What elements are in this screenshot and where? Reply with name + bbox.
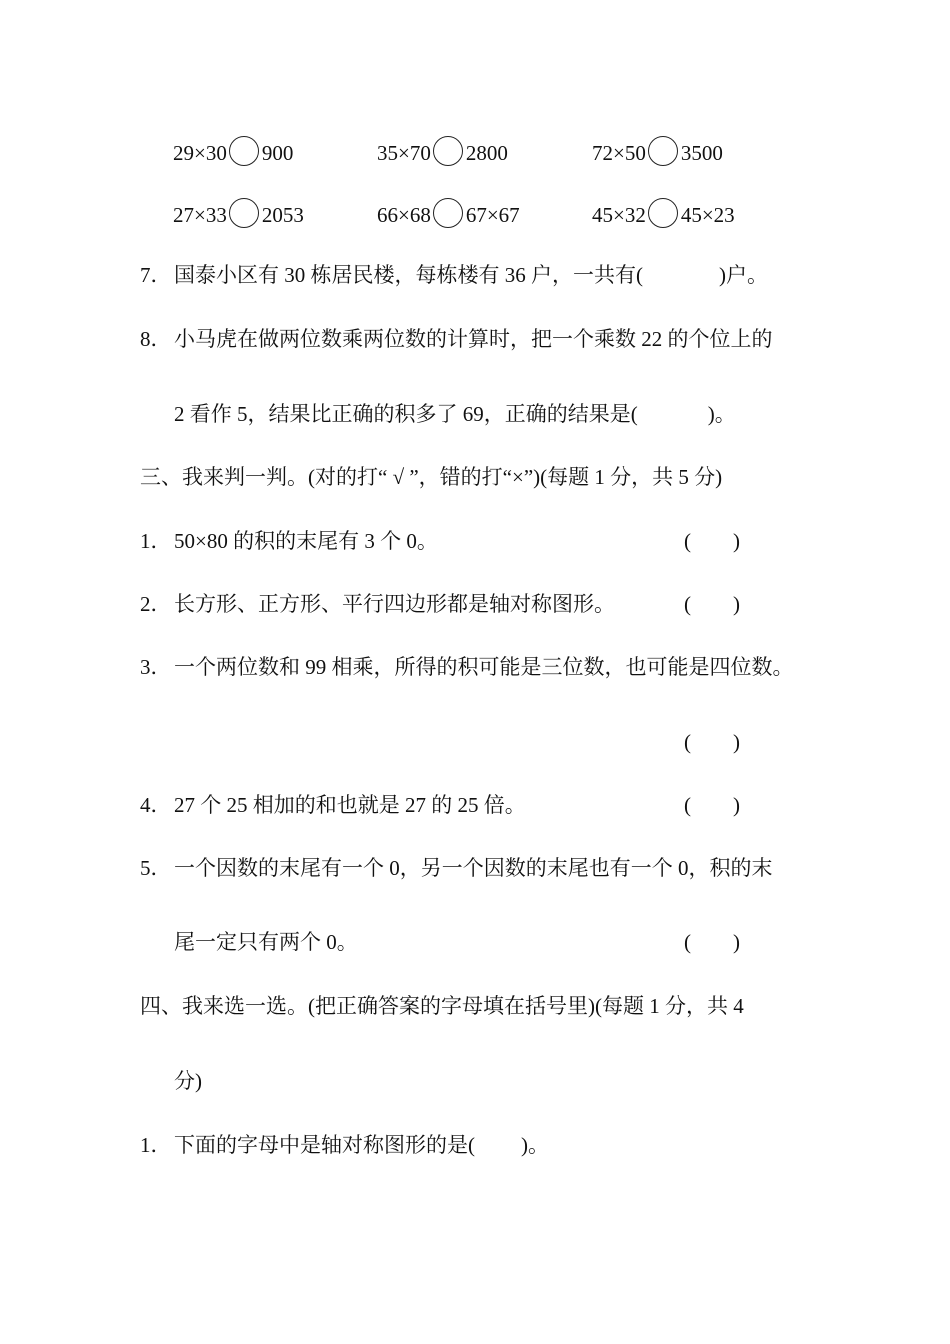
question-8: [140, 326, 773, 352]
question-text: 一个两位数和 99 相乘，所得的积可能是三位数，也可能是四位数。: [174, 655, 794, 679]
choice-item-1: [140, 1132, 549, 1158]
answer-circle[interactable]: [433, 198, 463, 228]
question-text: 小马虎在做两位数乘两位数的计算时，把一个乘数 22 的个位上的: [174, 327, 773, 351]
answer-paren[interactable]: ( ): [684, 730, 740, 754]
compare-right: 45×23: [680, 203, 735, 227]
question-number: 8．: [140, 327, 172, 351]
compare-3: [592, 136, 723, 166]
answer-paren[interactable]: ( ): [684, 529, 740, 553]
question-text: 27 个 25 相加的和也就是 27 的 25 倍。: [174, 793, 526, 817]
question-text: 国泰小区有 30 栋居民楼，每栋楼有 36 户，一共有(: [174, 263, 643, 287]
compare-6: [592, 198, 735, 228]
compare-left: 72×50: [592, 141, 646, 165]
compare-left: 29×30: [173, 141, 227, 165]
question-number: 5．: [140, 856, 172, 880]
judge-item-3: [140, 654, 794, 680]
answer-paren[interactable]: ( ): [684, 930, 740, 954]
question-text: 2 看作 5，结果比正确的积多了 69，正确的结果是(: [174, 402, 638, 426]
question-text-end: )。: [707, 402, 736, 426]
compare-2: [377, 136, 508, 166]
answer-circle[interactable]: [648, 136, 678, 166]
compare-right: 2800: [465, 141, 508, 165]
compare-left: 45×32: [592, 203, 646, 227]
compare-right: 3500: [680, 141, 723, 165]
question-text: 下面的字母中是轴对称图形的是(: [174, 1133, 475, 1157]
question-number: 1．: [140, 529, 172, 553]
compare-left: 35×70: [377, 141, 431, 165]
answer-paren[interactable]: ( ): [684, 592, 740, 616]
question-text: 50×80 的积的末尾有 3 个 0。: [174, 529, 438, 553]
section-4-heading: 四、我来选一选。(把正确答案的字母填在括号里)(每题 1 分，共 4: [140, 994, 744, 1018]
question-7: [140, 262, 768, 288]
judge-item-2: [140, 591, 615, 617]
question-text: 一个因数的末尾有一个 0，另一个因数的末尾也有一个 0，积的末: [174, 856, 773, 880]
answer-circle[interactable]: [433, 136, 463, 166]
question-number: 7．: [140, 263, 172, 287]
answer-circle[interactable]: [648, 198, 678, 228]
question-number: 4．: [140, 793, 172, 817]
question-number: 1．: [140, 1133, 172, 1157]
compare-right: 900: [261, 141, 294, 165]
compare-right: 2053: [261, 203, 304, 227]
question-number: 3．: [140, 655, 172, 679]
compare-1: [173, 136, 293, 166]
answer-circle[interactable]: [229, 136, 259, 166]
judge-item-5-cont: 尾一定只有两个 0。: [174, 930, 358, 954]
answer-paren[interactable]: ( ): [684, 793, 740, 817]
question-text-end: )户。: [719, 263, 768, 287]
section-3-heading: 三、我来判一判。(对的打“ √ ”，错的打“×”)(每题 1 分，共 5 分): [140, 465, 723, 489]
compare-left: 66×68: [377, 203, 431, 227]
judge-item-5: [140, 855, 773, 881]
section-4-heading-cont: 分): [174, 1069, 202, 1093]
question-text: 长方形、正方形、平行四边形都是轴对称图形。: [174, 592, 615, 616]
question-number: 2．: [140, 592, 172, 616]
compare-4: [173, 198, 304, 228]
compare-right: 67×67: [465, 203, 520, 227]
judge-item-1: [140, 528, 438, 554]
question-text-end: )。: [521, 1133, 549, 1157]
answer-circle[interactable]: [229, 198, 259, 228]
question-8-cont: [174, 401, 736, 427]
compare-5: [377, 198, 520, 228]
judge-item-4: [140, 792, 526, 818]
compare-left: 27×33: [173, 203, 227, 227]
